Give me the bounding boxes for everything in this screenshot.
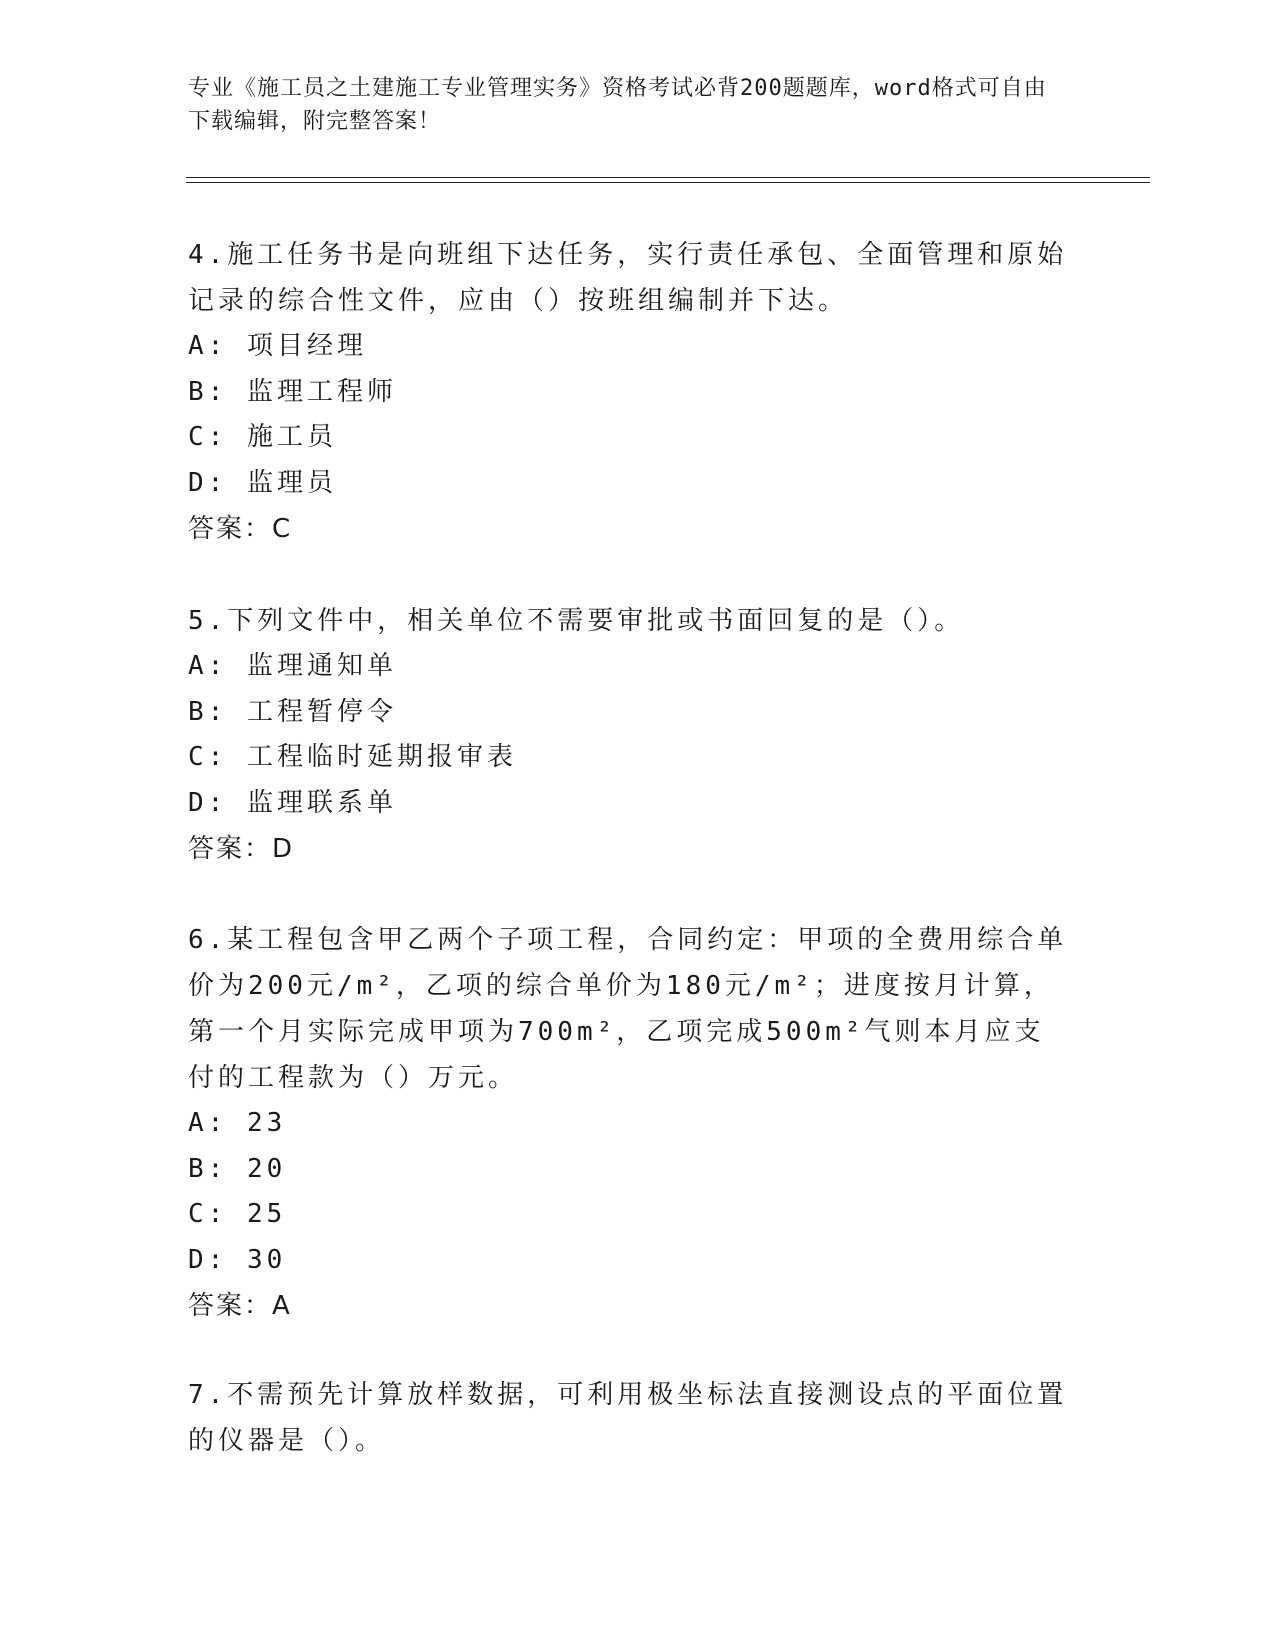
question-6: [188, 917, 1068, 1329]
question-stem: 4.施工任务书是向班组下达任务，实行责任承包、全面管理和原始记录的综合性文件，应由（）按班组编制并下达。: [188, 240, 1068, 316]
answer: 答案：D: [188, 834, 295, 864]
option-b: B: 工程暂停令: [188, 696, 397, 727]
option-c: C: 25: [188, 1199, 287, 1229]
option-d: D: 监理员: [188, 467, 337, 498]
header-divider-top: [186, 177, 1150, 178]
option-b: B: 监理工程师: [188, 376, 397, 407]
document-header: 专业《施工员之土建施工专业管理实务》资格考试必背200题题库，word格式可自由下载编辑，附完整答案！: [188, 76, 1047, 134]
question-stem: 7.不需预先计算放样数据，可利用极坐标法直接测设点的平面位置的仪器是（）。: [188, 1380, 1068, 1456]
answer: 答案：A: [188, 1291, 292, 1321]
option-b: B: 20: [188, 1153, 287, 1184]
question-5: [188, 598, 1068, 872]
option-c: C: 施工员: [188, 422, 337, 452]
question-4: [188, 232, 1068, 552]
option-d: D: 监理联系单: [188, 787, 397, 818]
option-a: A: 监理通知单: [188, 651, 397, 681]
question-7: [188, 1372, 1068, 1464]
answer: 答案：C: [188, 514, 293, 544]
option-d: D: 30: [188, 1244, 287, 1275]
question-stem: 6.某工程包含甲乙两个子项工程，合同约定：甲项的全费用综合单价为200元/m²，乙项的综合单价为180元/m²；进度按月计算，第一个月实际完成甲项为700m²，乙项完成500m²气则本月应支付的工程款为（）万元。: [188, 925, 1068, 1093]
question-stem: 5.下列文件中，相关单位不需要审批或书面回复的是（）。: [188, 606, 965, 636]
option-a: A: 项目经理: [188, 331, 367, 361]
option-a: A: 23: [188, 1108, 287, 1138]
option-c: C: 工程临时延期报审表: [188, 742, 517, 772]
header-divider-bottom: [186, 182, 1150, 183]
